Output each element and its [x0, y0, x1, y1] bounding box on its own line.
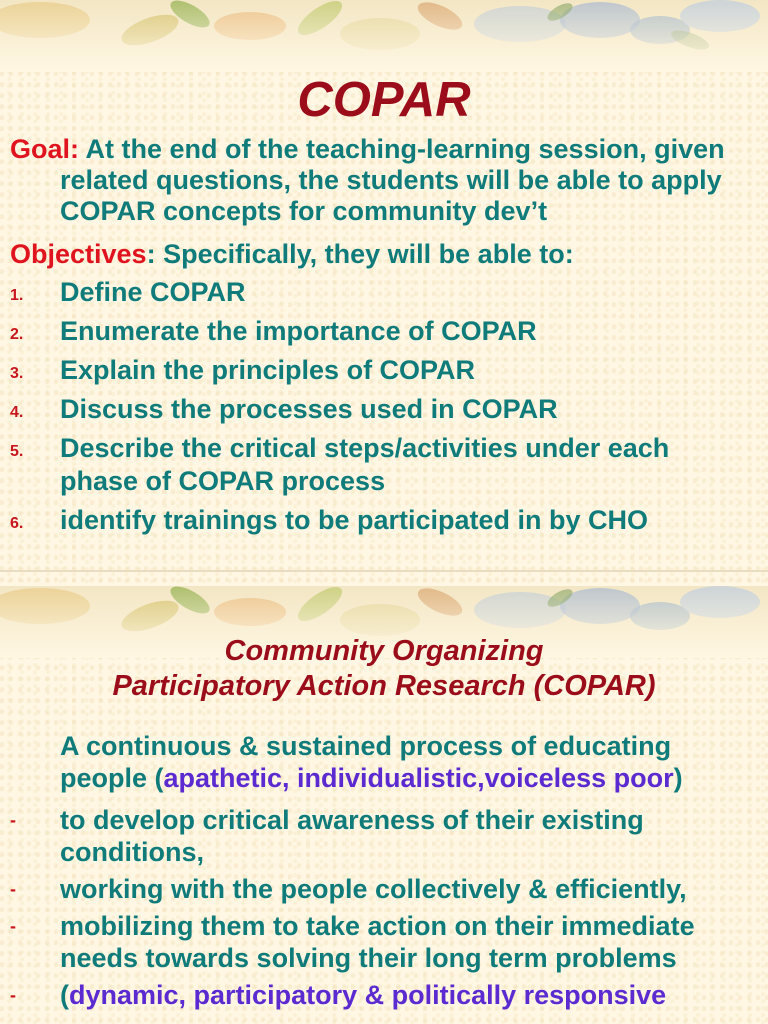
objective-number: 1. [10, 287, 24, 304]
objective-text: Discuss the processes used in COPAR [60, 394, 558, 424]
objective-item [0, 315, 768, 348]
objective-item [0, 504, 768, 537]
objectives-text: : Specifically, they will be able to: [146, 239, 574, 269]
objective-item [0, 354, 768, 387]
decorative-leaf-banner [0, 0, 768, 72]
bullet-item [0, 910, 768, 974]
bullet-open-paren: ( [60, 980, 69, 1010]
goal-label: Goal: [10, 134, 80, 164]
definition-highlight: apathetic, individualistic,voiceless poor [163, 763, 674, 793]
slide-title: COPAR [297, 73, 471, 127]
bullet-dash: - [10, 810, 16, 830]
bullet-text: working with the people collectively & efficiently, [60, 874, 687, 904]
objective-number: 3. [10, 365, 24, 382]
bullet-item [0, 804, 768, 868]
objective-number: 4. [10, 404, 24, 421]
definition-bullets [0, 804, 768, 1016]
slide-2-title [0, 634, 768, 704]
objective-text: Explain the principles of COPAR [60, 355, 476, 385]
goal-paragraph [10, 134, 768, 227]
objective-number: 5. [10, 443, 24, 460]
objective-item [0, 432, 768, 498]
title-line-2: Participatory Action Research (COPAR) [112, 670, 656, 702]
title-line-1: Community Organizing [224, 635, 544, 667]
bullet-dash: - [10, 916, 16, 936]
definition-paragraph [60, 730, 760, 794]
slide-divider [0, 570, 768, 572]
objective-text: Define COPAR [60, 277, 246, 307]
objective-item [0, 276, 768, 309]
bullet-dash: - [10, 879, 16, 899]
objective-text: Enumerate the importance of COPAR [60, 316, 537, 346]
objective-item [0, 393, 768, 426]
definition-close: ) [673, 763, 683, 793]
bullet-highlight: dynamic, participatory & politically responsive [69, 980, 667, 1010]
objective-number: 6. [10, 515, 24, 532]
slide-2 [0, 572, 768, 1024]
bullet-dash: - [10, 985, 16, 1005]
objectives-label: Objectives [10, 239, 147, 269]
objectives-list [0, 276, 768, 543]
definition-text: A continuous & sustained process of educating people ( [60, 731, 672, 793]
bullet-text: mobilizing them to take action on their immediate needs towards solving their long term problems [60, 911, 695, 973]
bullet-item [0, 979, 768, 1011]
bullet-text: to develop critical awareness of their existing conditions, [60, 805, 644, 867]
objective-number: 2. [10, 326, 24, 343]
objective-text: identify trainings to be participated in by CHO [60, 505, 649, 535]
goal-text: At the end of the teaching-learning session, given related questions, the students will be able to apply COPAR concepts for community dev’t [60, 134, 725, 226]
objective-text: Describe the critical steps/activities under each phase of COPAR process [60, 433, 670, 496]
bullet-item [0, 873, 768, 905]
objectives-heading [10, 239, 760, 270]
